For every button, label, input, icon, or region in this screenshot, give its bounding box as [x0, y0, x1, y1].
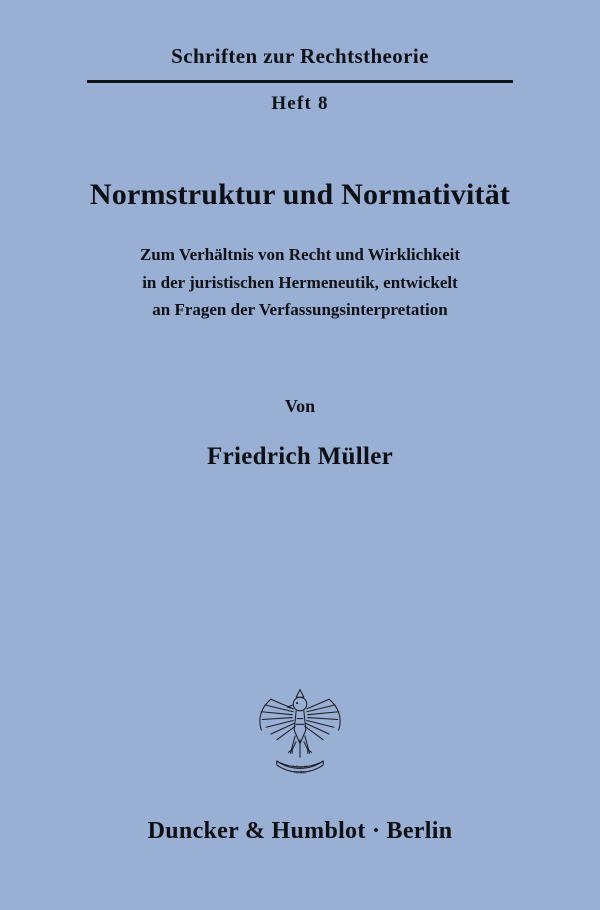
horizontal-rule — [87, 80, 513, 83]
svg-text:Vincit: Vincit — [292, 764, 308, 772]
publisher-logo-wrap — [0, 676, 600, 792]
series-block — [0, 44, 600, 115]
book-title: Normstruktur und Normativität — [89, 178, 511, 211]
series-issue-number: Heft 8 — [271, 93, 329, 114]
byline-label: Von — [284, 395, 316, 416]
book-subtitle — [70, 241, 530, 324]
subtitle-line-2: in der juristischen Hermeneutik, entwickelt — [142, 272, 458, 292]
subtitle-line-1: Zum Verhältnis von Recht und Wirklichkeit — [139, 245, 461, 264]
publisher-imprint: Duncker & Humblot · Berlin — [147, 818, 453, 844]
eagle-emblem-icon — [241, 676, 359, 792]
subtitle-line-3: an Fragen der Verfassungsinterpretation — [152, 300, 448, 320]
author-name: Friedrich Müller — [207, 442, 393, 470]
series-title: Schriften zur Rechtstheorie — [171, 44, 429, 68]
svg-text:veritas: veritas — [293, 770, 307, 776]
